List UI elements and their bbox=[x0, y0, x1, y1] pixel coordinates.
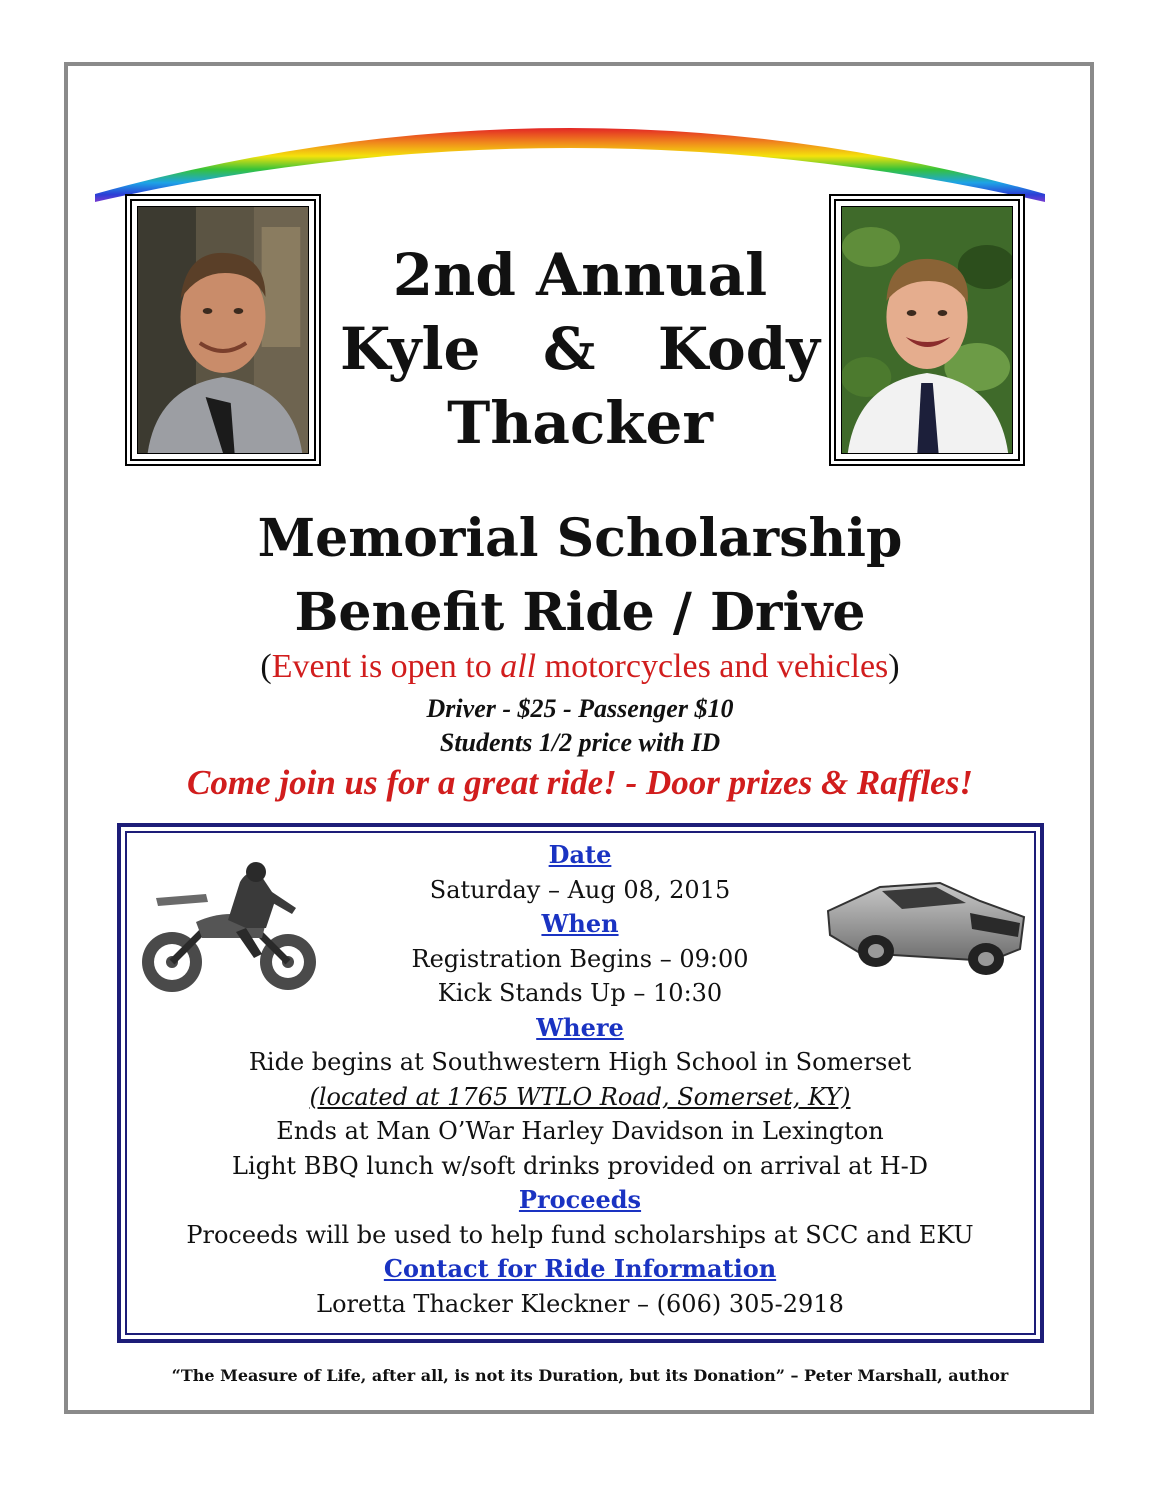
memorial-quote: “The Measure of Life, after all, is not its Duration, but its Donation” – Peter Marshall, author bbox=[171, 1366, 1009, 1385]
title-line-names bbox=[330, 312, 830, 386]
close-paren: ) bbox=[888, 648, 900, 685]
event-subtitle bbox=[160, 502, 1000, 650]
open-paren: ( bbox=[260, 648, 272, 685]
contact-info: Loretta Thacker Kleckner – (606) 305-2918 bbox=[316, 1289, 844, 1318]
proceeds-heading: Proceeds bbox=[518, 1185, 642, 1214]
title-line-annual: 2nd Annual bbox=[392, 241, 768, 309]
rainbow-graphic bbox=[95, 122, 1045, 202]
ride-start-location: Ride begins at Southwestern High School in Somerset bbox=[248, 1048, 912, 1076]
when-heading: When bbox=[541, 909, 619, 938]
ride-end-location: Ends at Man O’War Harley Davidson in Lexington bbox=[276, 1117, 884, 1145]
open-note-emphasis: all bbox=[500, 648, 537, 685]
open-to-all-note bbox=[160, 648, 1000, 686]
kickstands-time: Kick Stands Up – 10:30 bbox=[437, 979, 723, 1007]
name-kyle: Kyle bbox=[340, 315, 481, 383]
open-note-after: motorcycles and vehicles bbox=[536, 648, 889, 685]
proceeds-text: Proceeds will be used to help fund scholarships at SCC and EKU bbox=[186, 1220, 974, 1249]
contact-heading: Contact for Ride Information bbox=[383, 1254, 777, 1283]
kody-portrait-image bbox=[842, 207, 1012, 453]
event-title bbox=[330, 238, 830, 460]
event-details bbox=[140, 838, 1020, 1321]
subtitle-line-1: Memorial Scholarship bbox=[257, 508, 903, 569]
date-heading: Date bbox=[548, 840, 612, 869]
kyle-portrait-image bbox=[138, 207, 308, 453]
open-note-before: Event is open to bbox=[271, 648, 501, 685]
pricing-driver-passenger: Driver - $25 - Passenger $10 bbox=[426, 694, 734, 723]
subtitle-line-2: Benefit Ride / Drive bbox=[294, 582, 866, 643]
lunch-note: Light BBQ lunch w/soft drinks provided on arrival at H-D bbox=[232, 1151, 928, 1180]
pricing-students: Students 1/2 price with ID bbox=[439, 728, 721, 757]
tagline: Come join us for a great ride! - Door prizes & Raffles! bbox=[187, 763, 973, 802]
date-value: Saturday – Aug 08, 2015 bbox=[429, 875, 731, 904]
kody-photo bbox=[829, 194, 1025, 466]
title-line-surname: Thacker bbox=[447, 389, 713, 457]
registration-time: Registration Begins – 09:00 bbox=[411, 944, 749, 973]
name-ampersand: & bbox=[543, 315, 596, 383]
kyle-photo bbox=[125, 194, 321, 466]
where-heading: Where bbox=[536, 1012, 624, 1042]
name-kody: Kody bbox=[657, 315, 820, 383]
start-address: (located at 1765 WTLO Road, Somerset, KY) bbox=[309, 1082, 851, 1111]
